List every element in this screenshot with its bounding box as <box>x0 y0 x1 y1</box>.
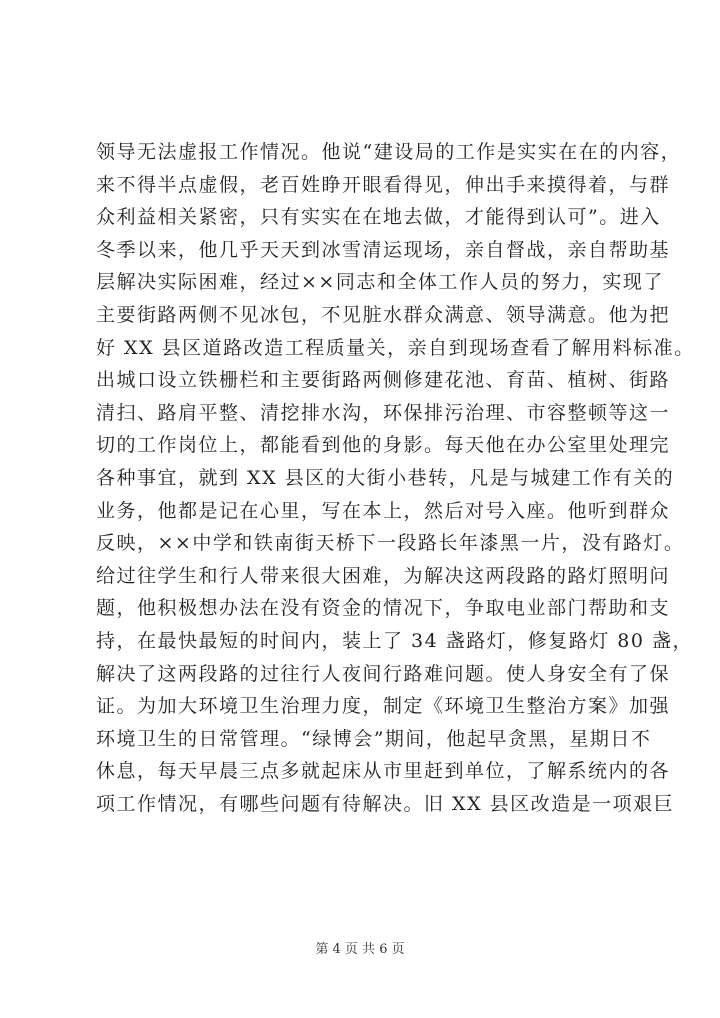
document-body <box>96 136 695 820</box>
text-line: 层解决实际困难，经过××同志和全体工作人员的努力，实现了 <box>96 271 664 294</box>
page-footer: 第 4 页 共 6 页 <box>315 942 405 957</box>
text-line: 众利益相关紧密，只有实实在在地去做，才能得到认可”。进入 <box>96 206 661 229</box>
text-line: 好 XX 县区道路改造工程质量关，亲自到现场查看了解用料标准。 <box>96 336 695 359</box>
text-line: 出城口设立铁栅栏和主要街路两侧修建花池、育苗、植树、街路 <box>96 369 671 392</box>
text-line: 休息，每天早晨三点多就起床从市里赶到单位，了解系统内的各 <box>96 760 671 783</box>
text-line: 清扫、路肩平整、清挖排水沟，环保排污治理、市容整顿等这一 <box>96 401 671 424</box>
text-line: 主要街路两侧不见冰包，不见脏水群众满意、领导满意。他为把 <box>96 303 671 326</box>
text-line: 业务，他都是记在心里，写在本上，然后对号入座。他听到群众 <box>96 499 671 522</box>
text-line: 解决了这两段路的过往行人夜间行路难问题。使人身安全有了保 <box>96 662 671 685</box>
text-line: 反映，××中学和铁南街天桥下一段路长年漆黑一片，没有路灯。 <box>96 532 685 555</box>
text-line: 持，在最快最短的时间内，装上了 34 盏路灯，修复路灯 80 盏， <box>96 629 694 652</box>
text-line: 环境卫生的日常管理。“绿博会”期间，他起早贪黑，星期日不 <box>96 727 652 750</box>
text-line: 证。为加大环境卫生治理力度，制定《环境卫生整治方案》加强 <box>96 695 671 718</box>
text-line: 切的工作岗位上，都能看到他的身影。每天他在办公室里处理完 <box>96 434 671 457</box>
text-line: 领导无法虚报工作情况。他说“建设局的工作是实实在在的内容， <box>96 141 682 163</box>
text-line: 冬季以来，他几乎天天到冰雪清运现场，亲自督战，亲自帮助基 <box>96 238 671 261</box>
text-line: 各种事宜，就到 XX 县区的大街小巷转，凡是与城建工作有关的 <box>96 466 675 489</box>
text-line: 题，他积极想办法在没有资金的情况下，争取电业部门帮助和支 <box>96 597 671 620</box>
text-line: 项工作情况，有哪些问题有待解决。旧 XX 县区改造是一项艰巨 <box>96 792 675 815</box>
text-line: 给过往学生和行人带来很大困难，为解决这两段路的路灯照明问 <box>96 564 671 587</box>
text-line: 来不得半点虚假，老百姓睁开眼看得见，伸出手来摸得着，与群 <box>96 173 671 196</box>
